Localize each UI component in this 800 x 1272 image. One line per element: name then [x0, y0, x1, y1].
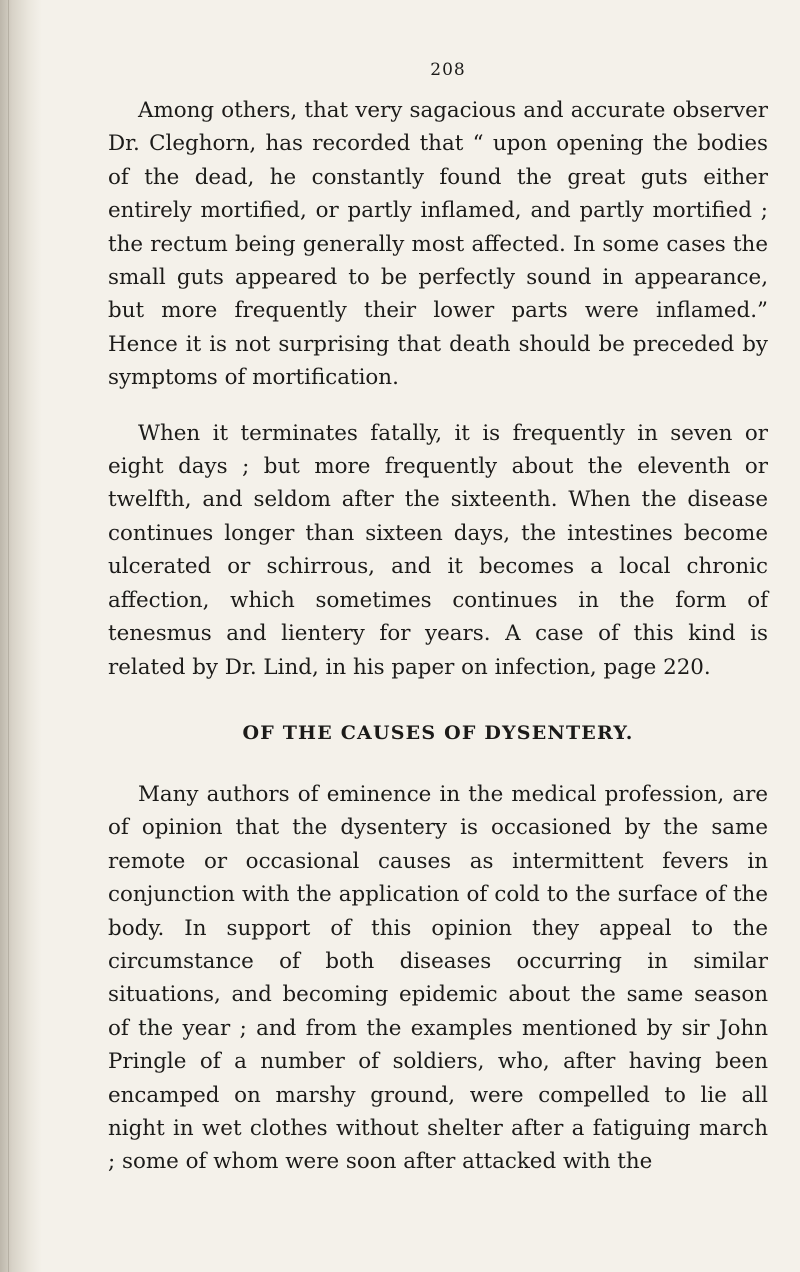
binding-line [8, 0, 9, 1272]
book-page [108, 60, 768, 1179]
paragraph-causes: Many authors of eminence in the medical profession, are of opinion that the dysentery is occasioned by the same remote or occasional causes as intermittent fevers in conjunction with the application of cold to the surface of the body. In support of this opinion they appeal to the circumstance of both diseases occurring in similar situations, and becoming epidemic about the same season of the year ; and from the examples mentioned by sir John Pringle of a number of soldiers, who, after having been encamped on marshy ground, were compelled to lie all night in wet clothes without shelter after a fatiguing march ; some of whom were soon after attacked with the [108, 781, 768, 1175]
paragraph-cleghorn: Among others, that very sagacious and accurate observer Dr. Cleghorn, has recorded that “ upon opening the bodies of the dead, he constantly found the great guts either entirely mortified, or partly inflamed, and partly mortified ; the rectum being generally most affected. In some cases the small guts appeared to be perfectly sound in appearance, but more frequently their lower parts were inflamed.” Hence it is not surprising that death should be preceded by symptoms of mortification. [108, 98, 768, 391]
page-gutter-shadow [0, 0, 42, 1272]
page-number: 208 [430, 60, 466, 80]
section-heading: OF THE CAUSES OF DYSENTERY. [242, 721, 634, 744]
paragraph-fatal-termination: When it terminates fatally, it is frequently in seven or eight days ; but more frequently about the eleventh or twelfth, and seldom after the sixteenth. When the disease continues longer than sixteen days, the intestines become ulcerated or schirrous, and it becomes a local chronic affection, which sometimes continues in the form of tenesmus and lientery for years. A case of this kind is related by Dr. Lind, in his paper on infection, page 220. [108, 420, 768, 680]
